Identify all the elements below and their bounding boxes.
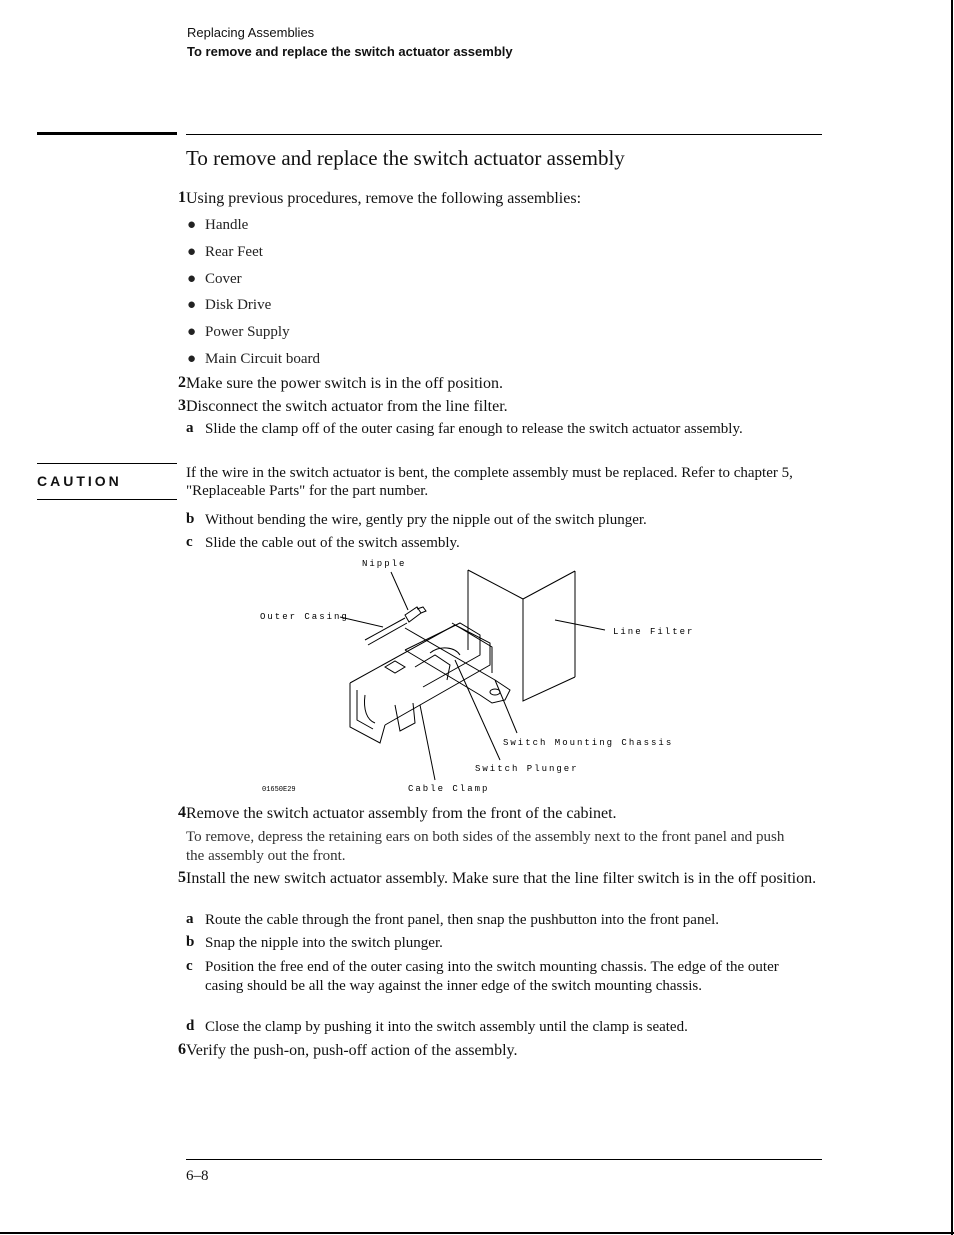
page-title: To remove and replace the switch actuator assembly (186, 146, 625, 170)
switch-assembly-drawing (350, 623, 490, 743)
substep-letter: c (186, 958, 193, 974)
step-4-note: To remove, depress the retaining ears on both sides of the assembly next to the front panel and push the assembly out the front. (186, 829, 785, 864)
step-4 (160, 804, 820, 822)
list-item: ● Power Supply (187, 324, 290, 340)
margin-rule (37, 132, 177, 135)
step-6 (160, 1041, 820, 1059)
label-cable-clamp: Cable Clamp (408, 784, 490, 794)
list-item: ● Main Circuit board (187, 351, 320, 367)
label-line-filter: Line Filter (613, 627, 695, 637)
substep-text: Close the clamp by pushing it into the switch assembly until the clamp is seated. (205, 1019, 688, 1035)
label-switch-plunger: Switch Plunger (475, 764, 579, 774)
running-header-section: To remove and replace the switch actuator assembly (187, 44, 513, 59)
leader-lines (340, 572, 605, 780)
list-item: ● Handle (187, 217, 249, 233)
section-rule (186, 134, 822, 135)
caution-rule-top (37, 463, 177, 464)
step-text: Make sure the power switch is in the off position. (186, 375, 503, 392)
bullet-icon: ● (187, 351, 197, 367)
bullet-icon: ● (187, 297, 197, 313)
bullet-icon: ● (187, 324, 197, 340)
label-nipple: Nipple (362, 559, 407, 569)
step-number: 2 (178, 374, 186, 391)
step-text: Remove the switch actuator assembly from the front of the cabinet. (186, 805, 617, 822)
label-mounting-chassis: Switch Mounting Chassis (503, 738, 674, 748)
step-number: 4 (178, 804, 186, 821)
list-item: ● Disk Drive (187, 297, 272, 313)
step-number: 6 (178, 1041, 186, 1058)
substep-text: Snap the nipple into the switch plunger. (205, 935, 443, 951)
substep-text: Slide the clamp off of the outer casing far enough to release the switch actuator assembly. (205, 421, 743, 437)
step-number: 5 (178, 869, 186, 886)
substep-letter: b (186, 511, 195, 527)
running-header-chapter: Replacing Assemblies (187, 25, 315, 40)
page-border-bottom (0, 1232, 954, 1234)
step-5 (160, 869, 820, 887)
step-1 (160, 189, 820, 207)
step-number: 1 (178, 189, 186, 206)
step-2 (160, 374, 820, 392)
substep-text: Slide the cable out of the switch assembly. (205, 535, 460, 551)
step-text: Verify the push-on, push-off action of the assembly. (186, 1042, 518, 1059)
caution-rule-bottom (37, 499, 177, 500)
page-border-right (951, 0, 953, 1235)
caution-label: CAUTION (37, 473, 122, 489)
substep-letter: c (186, 534, 193, 550)
substep-text: Position the free end of the outer casing into the switch mounting chassis. The edge of the outer casing should be all the way against the inner edge of the switch mounting chassis. (205, 959, 779, 994)
step-text: Disconnect the switch actuator from the line filter. (186, 398, 508, 415)
switch-actuator-diagram (255, 555, 695, 800)
substep-letter: a (186, 911, 194, 927)
step-3 (160, 397, 820, 415)
bullet-icon: ● (187, 217, 197, 233)
bullet-icon: ● (187, 271, 197, 287)
list-item: ● Rear Feet (187, 244, 263, 260)
step-text: Using previous procedures, remove the following assemblies: (186, 190, 582, 207)
label-outer-casing: Outer Casing (260, 612, 349, 622)
substep-letter: b (186, 934, 195, 950)
substep-text: Route the cable through the front panel, then snap the pushbutton into the front panel. (205, 912, 720, 928)
line-filter-drawing (468, 570, 575, 701)
step-text: Install the new switch actuator assembly. Make sure that the line filter switch is in the off position. (186, 870, 817, 887)
bullet-icon: ● (187, 244, 197, 260)
figure-id: 01650E29 (262, 786, 296, 794)
substep-text: Without bending the wire, gently pry the nipple out of the switch plunger. (205, 512, 647, 528)
caution-text: If the wire in the switch actuator is bent, the complete assembly must be replaced. Refer to chapter 5, "Replaceable Parts" for the part number. (186, 465, 793, 499)
substep-letter: d (186, 1018, 195, 1034)
outer-casing-drawing (365, 607, 426, 645)
footer-rule (186, 1159, 822, 1160)
step-number: 3 (178, 397, 186, 414)
page-number: 6–8 (186, 1168, 209, 1184)
substep-letter: a (186, 420, 194, 436)
list-item: ● Cover (187, 271, 242, 287)
